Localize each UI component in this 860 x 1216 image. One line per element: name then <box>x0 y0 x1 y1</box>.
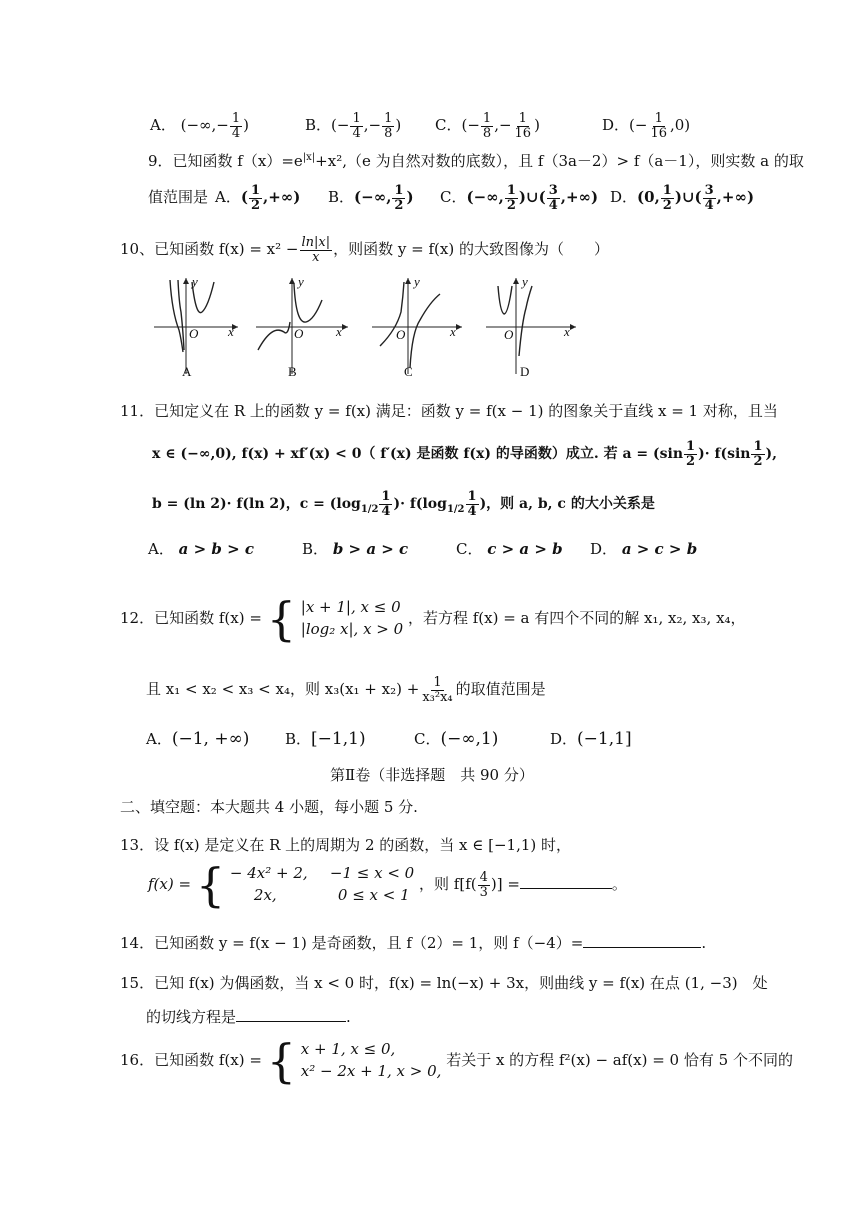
q9-option-c: C．(−∞, $\frac{1}{2}$ )∪( $\frac{3}{4}$ ,+∞) <box>440 183 599 213</box>
q11-stem: 11．已知定义在 R 上的函数 y = f(x) 满足：函数 y = f(x − 1) 的图象关于直线 x = 1 对称，且当 <box>120 402 778 420</box>
graph-a-y: y <box>192 274 198 289</box>
q11-option-a: A． a > b > c <box>148 540 254 558</box>
graph-b <box>254 272 354 382</box>
graph-a-x: x <box>228 324 234 339</box>
q11-line3: b = (ln 2)· f(ln 2)，$c = (\log_{1/2}$ $\frac{1}{4}$ )· $f(\log_{1/2}$ $\frac{1}{4}$ )，则 a, b, c 的大小关系是 <box>152 489 655 519</box>
graph-c <box>368 272 468 382</box>
q12-option-d: D．(−1,1] <box>550 729 632 749</box>
q14-answer-blank[interactable] <box>583 933 701 948</box>
q11-option-d: D． a > c > b <box>590 540 698 558</box>
q16-cases: x + 1, x ≤ 0, x² − 2x + 1, x > 0, <box>300 1040 442 1080</box>
q14-stem: 14．已知函数 y = f(x − 1) 是奇函数，且 f（2）= 1，则 f（−4）= . <box>120 934 707 952</box>
q12-option-b: B．[−1,1) <box>285 729 366 749</box>
q8-option-a: A． (−∞,− $\frac{1}{4}$ ) <box>150 111 250 141</box>
q13-cases: − 4x² + 2, −1 ≤ x < 0 2x, 0 ≤ x < 1 <box>229 864 415 904</box>
graph-a-letter: A <box>182 364 192 379</box>
q13-answer-blank[interactable] <box>520 874 612 889</box>
q8-option-c: C．(− $\frac{1}{8}$ ,− $\frac{1}{16}$ ) <box>435 111 540 141</box>
q11-option-b: B． b > a > c <box>302 540 409 558</box>
graph-c-y: y <box>414 274 420 289</box>
q12-cases: |x + 1|, x ≤ 0 |log₂ x|, x > 0 <box>300 598 404 638</box>
q15-line2: 的切线方程是 . <box>146 1008 351 1026</box>
graph-b-x: x <box>336 324 342 339</box>
q15-stem: 15．已知 f(x) 为偶函数，当 x < 0 时，f(x) = ln(−x) + 3x，则曲线 y = f(x) 在点 (1, −3) 处 <box>120 974 768 992</box>
q11-option-c: C． c > a > b <box>456 540 563 558</box>
q16-stem: 16．已知函数 f(x) = { x + 1, x ≤ 0, x² − 2x + 1, x > 0, 若关于 x 的方程 f²(x) − af(x) = 0 恰有 5 个不同的 <box>120 1034 793 1088</box>
q13-stem: 13．设 f(x) 是定义在 R 上的周期为 2 的函数，当 x ∈ [−1,1) 时， <box>120 836 572 854</box>
graph-d-y: y <box>522 274 528 289</box>
q9-option-d: D．(0, $\frac{1}{2}$ )∪( $\frac{3}{4}$ ,+∞) <box>610 183 755 213</box>
q12-option-a: A．(−1, +∞) <box>146 729 250 749</box>
graph-c-x: x <box>450 324 456 339</box>
q12-line2: 且 x₁ < x₂ < x₃ < x₄，则 x₃(x₁ + x₂) + $\frac{1}{\text{x₃²x₄}}$ 的取值范围是 <box>146 675 546 705</box>
graph-b-y: y <box>298 274 304 289</box>
q8-options <box>150 112 249 140</box>
q12-stem: 12．已知函数 f(x) = { |x + 1|, x ≤ 0 |log₂ x|, x > 0 ，若方程 f(x) = a 有四个不同的解 x₁, x₂, x₃, x₄， <box>120 592 746 646</box>
graph-b-letter: B <box>288 364 297 379</box>
q11-line2: x ∈ (−∞,0), f(x) + xf′(x) < 0（ f′(x) 是函数 f(x) 的导函数）成立. 若 a = (sin $\frac{1}{2}$ )· f(sin $\frac{1}{2}$ ), <box>152 439 778 469</box>
graph-a <box>152 272 242 382</box>
q9-stem: 9．已知函数 $f(x)=e^{|x|}+x^2,(e$ 为自然对数的底数），且 f（3a－2）> f（a－1），则实数 a 的取 <box>148 152 804 170</box>
section-2-subtitle: 二、填空题：本大题共 4 小题，每小题 5 分. <box>120 798 418 816</box>
graph-b-o: O <box>294 326 304 341</box>
graph-d-o: O <box>504 327 514 342</box>
q9-option-b: B．(−∞, $\frac{1}{2}$ ) <box>328 183 414 213</box>
q13-function: f(x) = { − 4x² + 2, −1 ≤ x < 0 2x, 0 ≤ x < 1 ，则 f[f( $\frac{4}{3}$ )] = 。 <box>148 858 627 912</box>
q15-answer-blank[interactable] <box>236 1007 346 1022</box>
graph-d-x: x <box>564 324 570 339</box>
q10-stem: 10、已知函数 f(x) = x² − $\frac{\ln|x|}{x}$ ，则函数 y = f(x) 的大致图像为（ ） <box>120 235 609 265</box>
q8-option-b: B．(− $\frac{1}{4}$ ,− $\frac{1}{8}$ ) <box>305 111 402 141</box>
graph-a-o: O <box>189 326 199 341</box>
q9-line2: 值范围是 <box>148 188 209 206</box>
graph-d-letter: D <box>520 364 530 379</box>
graph-d <box>482 272 582 382</box>
q12-option-c: C．(−∞,1) <box>414 729 499 749</box>
graph-c-letter: C <box>404 364 413 379</box>
q9-option-a: A．( $\frac{1}{2}$ ,+∞) <box>215 183 301 213</box>
q8-option-d: D．(− $\frac{1}{16}$ ,0) <box>602 111 691 141</box>
section-2-title: 第Ⅱ卷（非选择题 共 90 分） <box>330 766 534 784</box>
graph-c-o: O <box>396 327 406 342</box>
